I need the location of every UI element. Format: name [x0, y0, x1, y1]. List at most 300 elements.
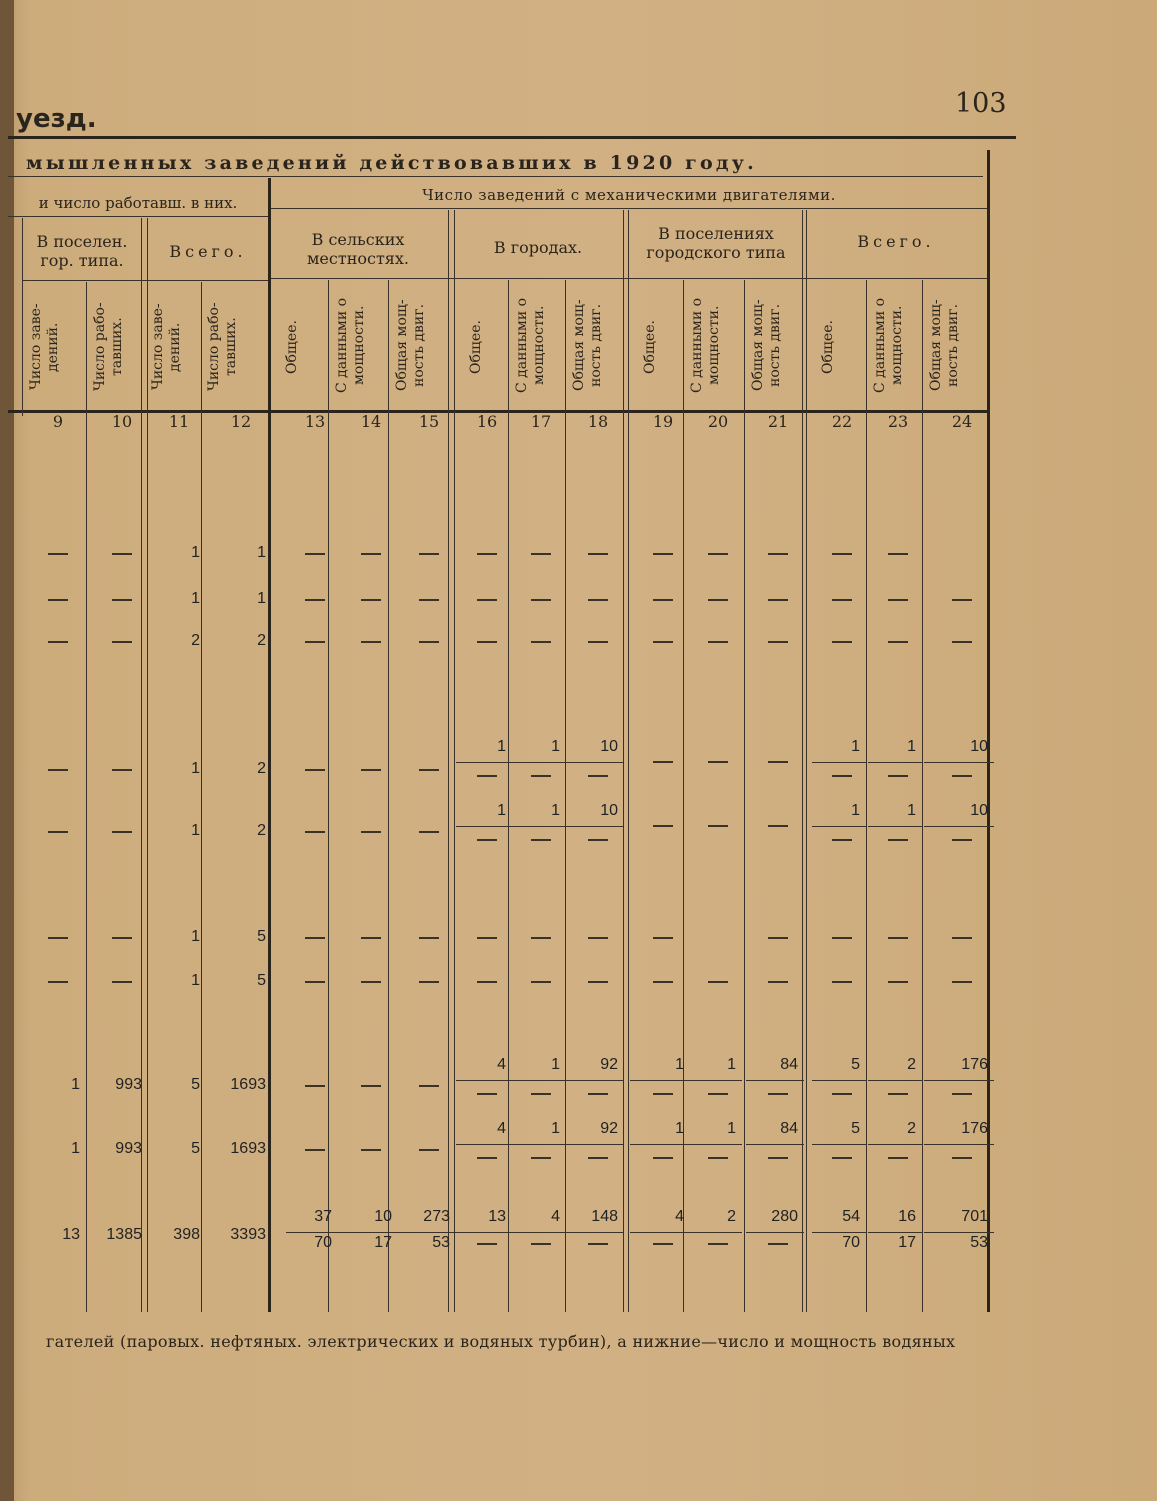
col-obshee-13: Общее.: [284, 320, 300, 374]
sub-rule: [456, 1144, 512, 1145]
dash-cell: [768, 1093, 788, 1095]
value-cell: 2: [907, 1056, 916, 1073]
value-cell: 176: [961, 1056, 988, 1073]
header-gorod: В городах.: [493, 238, 583, 257]
dash-cell: [708, 599, 728, 601]
value-cell: 1: [551, 1120, 560, 1137]
dash-cell: [419, 937, 439, 939]
col-est-11: Число заве- дений.: [150, 303, 183, 391]
dash-cell: [588, 1093, 608, 1095]
column-number: 24: [951, 412, 973, 431]
dash-cell: [477, 1157, 497, 1159]
dash-cell: [531, 1157, 551, 1159]
header-selsk: В сельских местностях.: [306, 230, 410, 268]
dash-cell: [361, 831, 381, 833]
rule: [328, 280, 329, 1312]
sub-rule: [396, 1232, 456, 1233]
dash-cell: [112, 937, 132, 939]
dash-cell: [305, 769, 325, 771]
dash-cell: [531, 775, 551, 777]
value-cell: 1: [551, 1056, 560, 1073]
value-cell: 53: [970, 1234, 988, 1251]
dash-cell: [952, 641, 972, 643]
sub-rule: [812, 1144, 866, 1145]
value-cell: 1: [257, 590, 266, 607]
column-number: 16: [476, 412, 498, 431]
dash-cell: [419, 553, 439, 555]
dash-cell: [112, 599, 132, 601]
value-cell: 1: [191, 822, 200, 839]
sub-rule: [456, 1080, 512, 1081]
sub-rule: [868, 762, 922, 763]
dash-cell: [588, 599, 608, 601]
dash-cell: [708, 981, 728, 983]
value-cell: 4: [675, 1208, 684, 1225]
dash-cell: [305, 641, 325, 643]
column-number: 13: [304, 412, 326, 431]
value-cell: 1: [675, 1056, 684, 1073]
column-number: 15: [418, 412, 440, 431]
dash-cell: [477, 981, 497, 983]
dash-cell: [305, 599, 325, 601]
sub-rule: [746, 1080, 804, 1081]
dash-cell: [832, 1157, 852, 1159]
dash-cell: [832, 1093, 852, 1095]
value-cell: 993: [115, 1140, 142, 1157]
value-cell: 4: [551, 1208, 560, 1225]
value-cell: 280: [771, 1208, 798, 1225]
dash-cell: [653, 937, 673, 939]
value-cell: 92: [600, 1120, 618, 1137]
dash-cell: [588, 937, 608, 939]
dash-cell: [361, 769, 381, 771]
footer-text: гателей (паровых. нефтяных. электрических и водяных турбин), а нижние—число и мощность водяных: [46, 1332, 956, 1351]
dash-cell: [477, 553, 497, 555]
value-cell: 1: [71, 1140, 80, 1157]
sub-rule: [924, 826, 994, 827]
dash-cell: [708, 1157, 728, 1159]
value-cell: 1: [497, 738, 506, 755]
dash-cell: [112, 831, 132, 833]
value-cell: 5: [851, 1056, 860, 1073]
dash-cell: [653, 825, 673, 827]
sub-rule: [812, 826, 866, 827]
value-cell: 1: [851, 802, 860, 819]
sub-rule: [456, 1232, 512, 1233]
sub-rule: [746, 1144, 804, 1145]
dash-cell: [477, 599, 497, 601]
rule: [8, 176, 983, 177]
dash-cell: [477, 775, 497, 777]
sub-rule: [868, 1080, 922, 1081]
sub-rule: [566, 826, 624, 827]
dash-cell: [112, 769, 132, 771]
dash-cell: [952, 839, 972, 841]
dash-cell: [952, 1093, 972, 1095]
dash-cell: [588, 775, 608, 777]
value-cell: 1: [191, 760, 200, 777]
rule: [922, 280, 923, 1312]
value-cell: 1: [551, 802, 560, 819]
dash-cell: [708, 641, 728, 643]
column-number: 17: [530, 412, 552, 431]
dash-cell: [48, 937, 68, 939]
rule: [448, 210, 449, 1312]
dash-cell: [952, 981, 972, 983]
dash-cell: [419, 831, 439, 833]
col-obshee-16: Общее.: [468, 320, 484, 374]
dash-cell: [832, 553, 852, 555]
dash-cell: [832, 981, 852, 983]
dash-cell: [888, 839, 908, 841]
value-cell: 398: [173, 1226, 200, 1243]
value-cell: 1: [675, 1120, 684, 1137]
col-obshee-19: Общее.: [642, 320, 658, 374]
dash-cell: [48, 553, 68, 555]
dash-cell: [888, 1093, 908, 1095]
dash-cell: [531, 839, 551, 841]
dash-cell: [708, 553, 728, 555]
value-cell: 273: [423, 1208, 450, 1225]
value-cell: 2: [907, 1120, 916, 1137]
dash-cell: [952, 599, 972, 601]
dash-cell: [361, 641, 381, 643]
dash-cell: [952, 775, 972, 777]
rule: [802, 210, 803, 1312]
sub-rule: [630, 1144, 690, 1145]
dash-cell: [653, 641, 673, 643]
top-rule: [8, 136, 1016, 139]
header-posel: В поселен. гор. типа.: [36, 232, 128, 270]
column-number: 21: [767, 412, 789, 431]
sub-rule: [812, 1232, 866, 1233]
value-cell: 53: [432, 1234, 450, 1251]
dash-cell: [419, 641, 439, 643]
dash-cell: [419, 769, 439, 771]
sub-rule: [338, 1232, 398, 1233]
value-cell: 70: [842, 1234, 860, 1251]
rule: [270, 278, 988, 279]
dash-cell: [305, 1149, 325, 1151]
value-cell: 16: [898, 1208, 916, 1225]
sub-rule: [566, 1144, 624, 1145]
sub-rule: [688, 1080, 742, 1081]
value-cell: 54: [842, 1208, 860, 1225]
column-number: 14: [360, 412, 382, 431]
dash-cell: [531, 937, 551, 939]
value-cell: 4: [497, 1056, 506, 1073]
value-cell: 1693: [230, 1140, 266, 1157]
rule: [270, 208, 988, 209]
dash-cell: [708, 825, 728, 827]
value-cell: 1385: [106, 1226, 142, 1243]
dash-cell: [832, 937, 852, 939]
header-group-left: и число работавш. в них.: [38, 194, 238, 212]
sub-rule: [566, 1232, 624, 1233]
sub-rule: [868, 1232, 922, 1233]
sub-rule: [924, 1144, 994, 1145]
dash-cell: [888, 641, 908, 643]
value-cell: 5: [851, 1120, 860, 1137]
dash-cell: [48, 641, 68, 643]
sub-rule: [688, 1144, 742, 1145]
value-cell: 2: [727, 1208, 736, 1225]
dash-cell: [653, 1157, 673, 1159]
sub-rule: [924, 1232, 994, 1233]
sub-rule: [510, 1232, 566, 1233]
dash-cell: [952, 1157, 972, 1159]
value-cell: 1: [551, 738, 560, 755]
value-cell: 2: [257, 822, 266, 839]
dash-cell: [48, 769, 68, 771]
dash-cell: [305, 553, 325, 555]
rule: [201, 282, 202, 1312]
sub-rule: [566, 1080, 624, 1081]
value-cell: 5: [191, 1076, 200, 1093]
dash-cell: [653, 599, 673, 601]
dash-cell: [768, 981, 788, 983]
dash-cell: [48, 599, 68, 601]
sub-rule: [868, 826, 922, 827]
value-cell: 1: [727, 1120, 736, 1137]
dash-cell: [419, 981, 439, 983]
dash-cell: [832, 839, 852, 841]
value-cell: 1: [907, 738, 916, 755]
rule: [86, 282, 87, 1312]
sub-rule: [510, 1144, 566, 1145]
dash-cell: [477, 1093, 497, 1095]
dash-cell: [588, 981, 608, 983]
column-number: 19: [652, 412, 674, 431]
dash-cell: [305, 981, 325, 983]
rule: [22, 218, 23, 416]
value-cell: 10: [600, 738, 618, 755]
dash-cell: [653, 761, 673, 763]
value-cell: 1: [907, 802, 916, 819]
sub-rule: [456, 762, 512, 763]
rule: [806, 210, 807, 1312]
sub-rule: [812, 762, 866, 763]
dash-cell: [531, 599, 551, 601]
dash-cell: [531, 553, 551, 555]
dash-cell: [768, 553, 788, 555]
value-cell: 1693: [230, 1076, 266, 1093]
column-number: 10: [111, 412, 133, 431]
dash-cell: [832, 775, 852, 777]
sub-rule: [630, 1080, 690, 1081]
value-cell: 993: [115, 1076, 142, 1093]
sub-rule: [630, 1232, 690, 1233]
value-cell: 17: [374, 1234, 392, 1251]
col-obshee-22: Общее.: [820, 320, 836, 374]
dash-cell: [305, 937, 325, 939]
dash-cell: [112, 641, 132, 643]
col-moshch-21: Общая мощ- ность двиг.: [750, 299, 783, 391]
dash-cell: [361, 981, 381, 983]
dash-cell: [361, 599, 381, 601]
value-cell: 10: [970, 802, 988, 819]
dash-cell: [708, 1243, 728, 1245]
value-cell: 70: [314, 1234, 332, 1251]
dash-cell: [952, 937, 972, 939]
sub-rule: [746, 1232, 804, 1233]
dash-cell: [588, 839, 608, 841]
sub-rule: [812, 1080, 866, 1081]
value-cell: 37: [314, 1208, 332, 1225]
dash-cell: [477, 1243, 497, 1245]
dash-cell: [361, 1085, 381, 1087]
header-vsego-2: Всего.: [857, 232, 935, 251]
rule: [8, 216, 268, 217]
value-cell: 17: [898, 1234, 916, 1251]
value-cell: 10: [600, 802, 618, 819]
column-number: 22: [831, 412, 853, 431]
value-cell: 1: [257, 544, 266, 561]
page-number: 103: [955, 88, 1007, 119]
dash-cell: [112, 553, 132, 555]
dash-cell: [48, 981, 68, 983]
value-cell: 5: [257, 972, 266, 989]
dash-cell: [419, 1085, 439, 1087]
dash-cell: [768, 937, 788, 939]
rule: [388, 280, 389, 1312]
col-sdannymi-14: С данными о мощности.: [334, 297, 367, 393]
value-cell: 5: [257, 928, 266, 945]
dash-cell: [419, 1149, 439, 1151]
value-cell: 13: [488, 1208, 506, 1225]
value-cell: 13: [62, 1226, 80, 1243]
dash-cell: [708, 761, 728, 763]
value-cell: 10: [970, 738, 988, 755]
rule: [565, 280, 566, 1312]
rule: [147, 218, 148, 1312]
column-number: 20: [707, 412, 729, 431]
dash-cell: [832, 641, 852, 643]
dash-cell: [531, 1093, 551, 1095]
value-cell: 1: [191, 928, 200, 945]
col-sdannymi-23: С данными о мощности.: [872, 297, 905, 393]
dash-cell: [888, 981, 908, 983]
dash-cell: [588, 1243, 608, 1245]
dash-cell: [531, 981, 551, 983]
dash-cell: [361, 937, 381, 939]
dash-cell: [477, 641, 497, 643]
sub-rule: [688, 1232, 742, 1233]
rule: [22, 280, 270, 281]
dash-cell: [531, 1243, 551, 1245]
dash-cell: [888, 1157, 908, 1159]
left-label: уезд.: [16, 104, 97, 134]
dash-cell: [653, 1243, 673, 1245]
value-cell: 176: [961, 1120, 988, 1137]
sub-rule: [924, 762, 994, 763]
dash-cell: [653, 553, 673, 555]
sub-rule: [510, 762, 566, 763]
rule: [683, 280, 684, 1312]
dash-cell: [768, 599, 788, 601]
col-moshch-18: Общая мощ- ность двиг.: [571, 299, 604, 391]
dash-cell: [888, 775, 908, 777]
table-title: мышленных заведений действовавших в 1920 году.: [26, 152, 757, 174]
dash-cell: [768, 825, 788, 827]
value-cell: 701: [961, 1208, 988, 1225]
col-sdannymi-17: С данными о мощности.: [514, 297, 547, 393]
sub-rule: [566, 762, 624, 763]
dash-cell: [588, 641, 608, 643]
column-number: 12: [230, 412, 252, 431]
dash-cell: [768, 641, 788, 643]
rule: [268, 178, 271, 1312]
dash-cell: [477, 839, 497, 841]
col-moshch-24: Общая мощ- ность двиг.: [928, 299, 961, 391]
dash-cell: [888, 553, 908, 555]
value-cell: 1: [191, 590, 200, 607]
dash-cell: [305, 1085, 325, 1087]
column-number: 23: [887, 412, 909, 431]
dash-cell: [419, 599, 439, 601]
col-sdannymi-20: С данными о мощности.: [689, 297, 722, 393]
rule: [628, 210, 629, 1312]
rule: [623, 210, 624, 1312]
rule: [744, 280, 745, 1312]
column-number: 18: [587, 412, 609, 431]
column-number: 9: [52, 412, 64, 431]
sub-rule: [456, 826, 512, 827]
sub-rule: [286, 1232, 338, 1233]
dash-cell: [588, 553, 608, 555]
sub-rule: [924, 1080, 994, 1081]
col-moshch-15: Общая мощ- ность двиг.: [394, 299, 427, 391]
dash-cell: [768, 1157, 788, 1159]
value-cell: 4: [497, 1120, 506, 1137]
sub-rule: [510, 1080, 566, 1081]
dash-cell: [361, 553, 381, 555]
value-cell: 1: [71, 1076, 80, 1093]
dash-cell: [531, 641, 551, 643]
dash-cell: [305, 831, 325, 833]
dash-cell: [768, 1243, 788, 1245]
dash-cell: [112, 981, 132, 983]
dash-cell: [768, 761, 788, 763]
dash-cell: [888, 937, 908, 939]
value-cell: 2: [257, 632, 266, 649]
header-posel-2: В поселениях городского типа: [646, 224, 786, 262]
value-cell: 1: [851, 738, 860, 755]
dash-cell: [888, 599, 908, 601]
value-cell: 5: [191, 1140, 200, 1157]
value-cell: 84: [780, 1056, 798, 1073]
value-cell: 1: [191, 972, 200, 989]
header-vsego-1: Всего.: [169, 242, 247, 261]
column-number: 11: [168, 412, 190, 431]
col-work-10: Число рабо- тавших.: [92, 302, 125, 392]
col-est-9: Число заве- дений.: [28, 303, 61, 391]
value-cell: 10: [374, 1208, 392, 1225]
value-cell: 3393: [230, 1226, 266, 1243]
col-work-12: Число рабо- тавших.: [206, 302, 239, 392]
value-cell: 1: [727, 1056, 736, 1073]
value-cell: 1: [497, 802, 506, 819]
rule: [508, 280, 509, 1312]
dash-cell: [653, 1093, 673, 1095]
dash-cell: [708, 1093, 728, 1095]
sub-rule: [868, 1144, 922, 1145]
value-cell: 148: [591, 1208, 618, 1225]
dash-cell: [653, 981, 673, 983]
value-cell: 92: [600, 1056, 618, 1073]
value-cell: 2: [191, 632, 200, 649]
dash-cell: [588, 1157, 608, 1159]
